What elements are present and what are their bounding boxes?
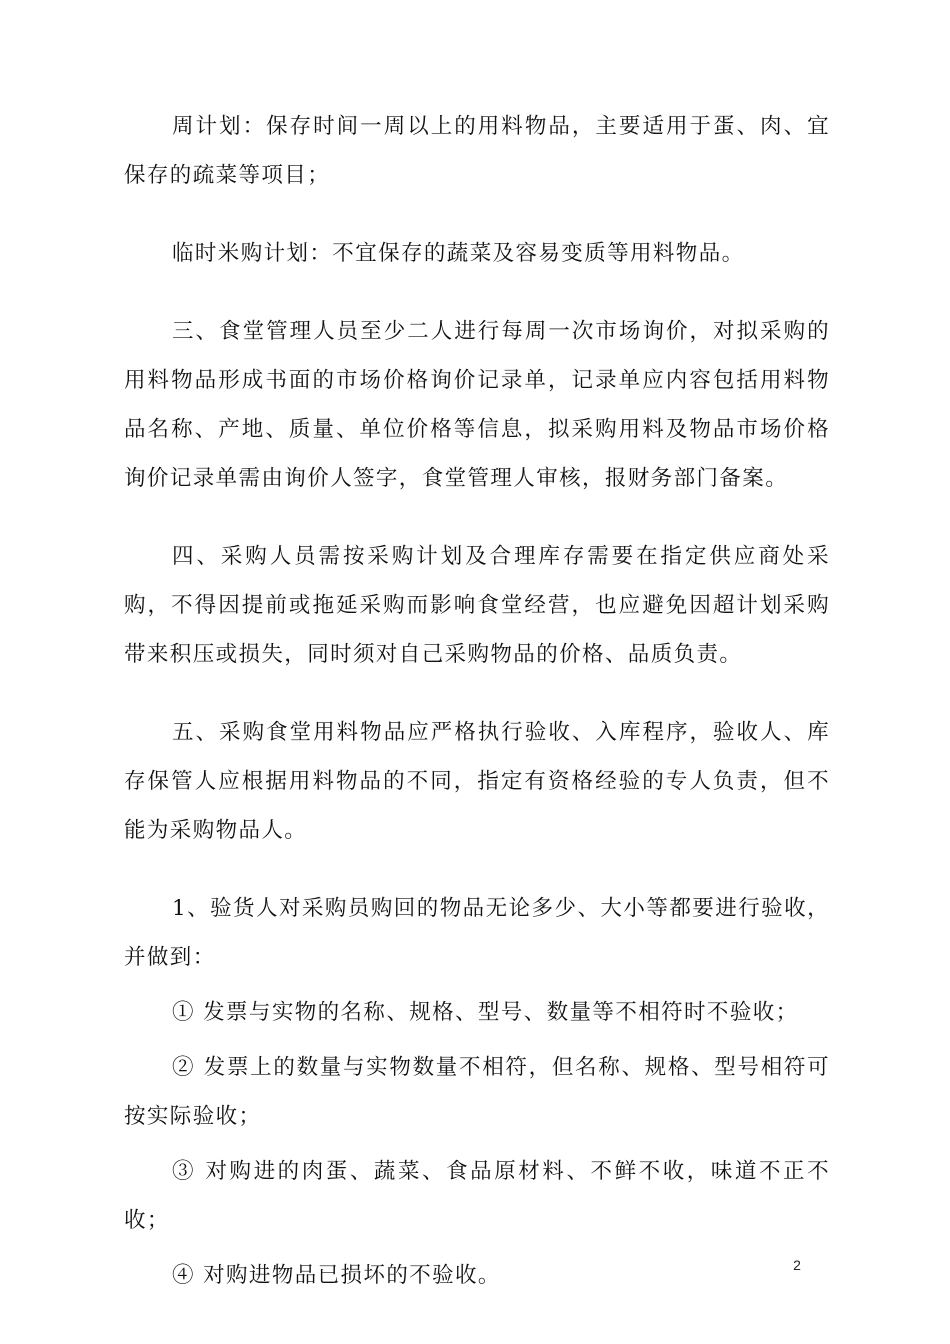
document-body bbox=[124, 102, 830, 1300]
paragraph-weekly-plan: 周计划：保存时间一周以上的用料物品，主要适用于蛋、肉、宜保存的疏菜等项目； bbox=[124, 114, 830, 188]
paragraph-section-four: 四、采购人员需按采购计划及合理库存需要在指定供应商处采购，不得因提前或拖延采购而影响食堂经营，也应避免因超计划采购带来积压或损失，同时须对自己采购物品的价格、品质负责。 bbox=[124, 544, 830, 667]
list-item-circled-three: ③ 对购进的肉蛋、蔬菜、食品原材料、不鲜不收，味道不正不收； bbox=[124, 1159, 830, 1233]
paragraph-section-five: 五、采购食堂用料物品应严格执行验收、入库程序，验收人、库存保管人应根据用料物品的不同，指定有资格经验的专人负责，但不能为采购物品人。 bbox=[124, 720, 830, 843]
list-item-circled-four: ④ 对购进物品已损坏的不验收。 bbox=[172, 1263, 501, 1288]
paragraph-temporary-plan: 临时米购计划：不宜保存的蔬菜及容易变质等用料物品。 bbox=[172, 241, 745, 266]
paragraph-item-one: 1、验货人对采购员购回的物品无论多少、大小等都要进行验收，并做到： bbox=[124, 896, 830, 970]
list-item-circled-one: ① 发票与实物的名称、规格、型号、数量等不相符时不验收； bbox=[172, 1000, 799, 1025]
page-number: 2 bbox=[793, 1257, 801, 1273]
list-item-circled-two: ② 发票上的数量与实物数量不相符，但名称、规格、型号相符可按实际验收； bbox=[124, 1055, 830, 1129]
paragraph-section-three: 三、食堂管理人员至少二人进行每周一次市场询价，对拟采购的用料物品形成书面的市场价格询价记录单，记录单应内容包括用料物品名称、产地、质量、单位价格等信息，拟采购用料及物品市场价格询价记录单需由询价人签字，食堂管理人审核，报财务部门备案。 bbox=[124, 319, 830, 491]
